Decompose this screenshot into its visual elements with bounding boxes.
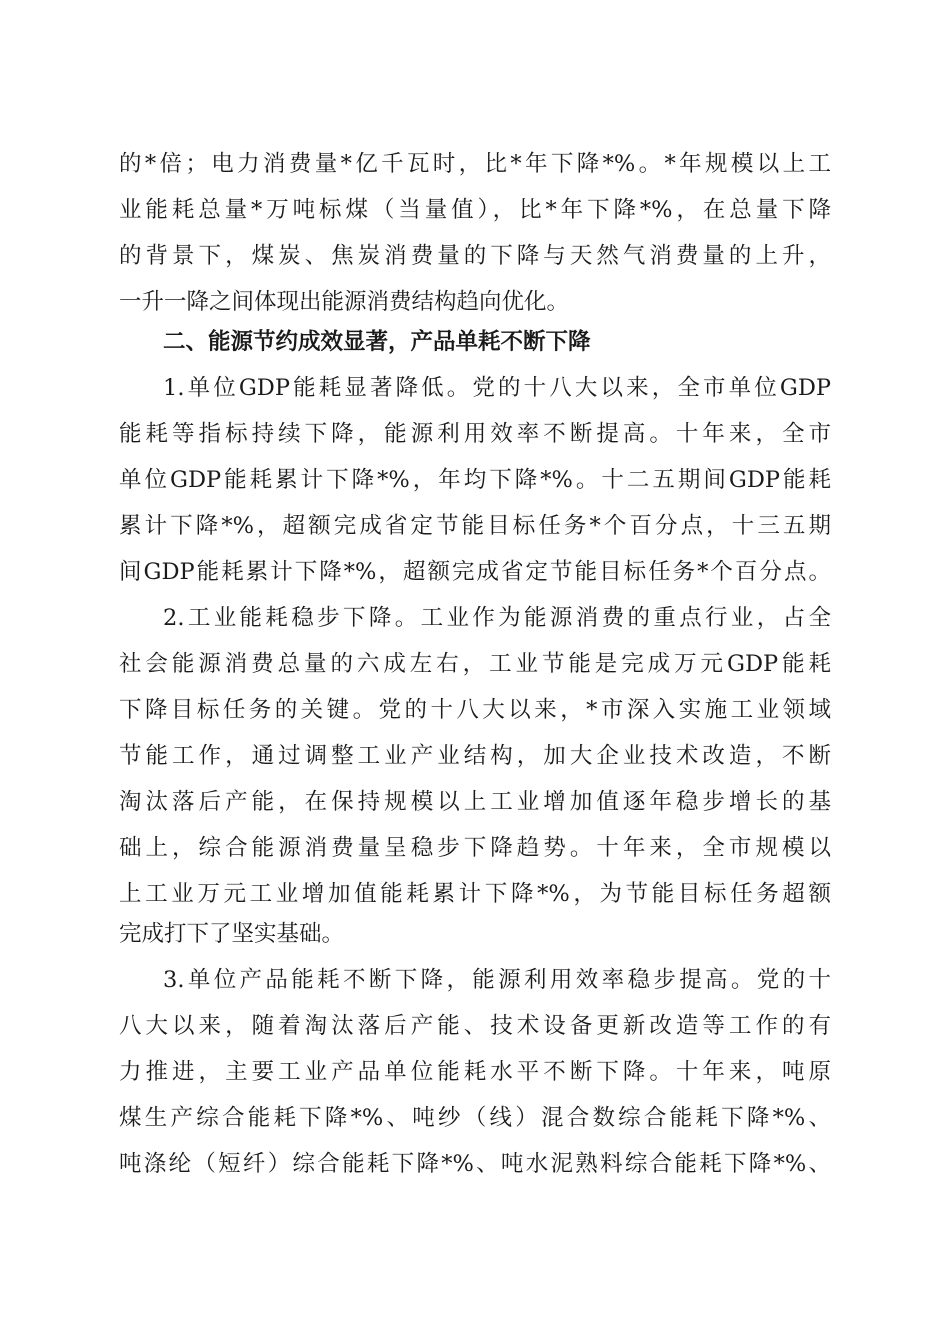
intro-line-2: 业能耗总量*万吨标煤（当量值），比*年下降*%，在总量下降: [119, 197, 831, 223]
p3-line-4: 煤生产综合能耗下降*%、吨纱（线）混合数综合能耗下降*%、: [119, 1105, 831, 1131]
section-heading: 二、能源节约成效显著，产品单耗不断下降: [163, 329, 591, 355]
p2-line-2: 社会能源消费总量的六成左右，工业节能是完成万元GDP能耗: [119, 651, 831, 677]
p1-line-4: 累计下降*%，超额完成省定节能目标任务*个百分点，十三五期: [119, 513, 831, 539]
p2-line-5: 淘汰落后产能，在保持规模以上工业增加值逐年稳步增长的基: [119, 789, 831, 815]
p1-line-5: 间GDP能耗累计下降*%，超额完成省定节能目标任务*个百分点。: [119, 559, 831, 585]
p2-line-4: 节能工作，通过调整工业产业结构，加大企业技术改造，不断: [119, 743, 831, 769]
intro-line-4: 一升一降之间体现出能源消费结构趋向优化。: [119, 289, 570, 315]
p2-line-3: 下降目标任务的关键。党的十八大以来，*市深入实施工业领域: [119, 697, 831, 723]
intro-line-1: 的*倍；电力消费量*亿千瓦时，比*年下降*%。*年规模以上工: [119, 151, 831, 177]
p1-line-1: 1.单位GDP能耗显著降低。党的十八大以来，全市单位GDP: [163, 375, 831, 401]
p3-line-5: 吨涤纶（短纤）综合能耗下降*%、吨水泥熟料综合能耗下降*%、: [119, 1151, 831, 1177]
p2-line-1: 2.工业能耗稳步下降。工业作为能源消费的重点行业，占全: [163, 605, 831, 631]
p2-line-8: 完成打下了坚实基础。: [119, 921, 345, 947]
p1-line-3: 单位GDP能耗累计下降*%，年均下降*%。十二五期间GDP能耗: [119, 467, 831, 493]
intro-line-3: 的背景下，煤炭、焦炭消费量的下降与天然气消费量的上升，: [119, 243, 831, 269]
p2-line-6: 础上，综合能源消费量呈稳步下降趋势。十年来，全市规模以: [119, 835, 831, 861]
p3-line-2: 八大以来，随着淘汰落后产能、技术设备更新改造等工作的有: [119, 1013, 831, 1039]
p1-line-2: 能耗等指标持续下降，能源利用效率不断提高。十年来，全市: [119, 421, 831, 447]
p3-line-3: 力推进，主要工业产品单位能耗水平不断下降。十年来，吨原: [119, 1059, 831, 1085]
p3-line-1: 3.单位产品能耗不断下降，能源利用效率稳步提高。党的十: [163, 967, 831, 993]
p2-line-7: 上工业万元工业增加值能耗累计下降*%，为节能目标任务超额: [119, 881, 831, 907]
